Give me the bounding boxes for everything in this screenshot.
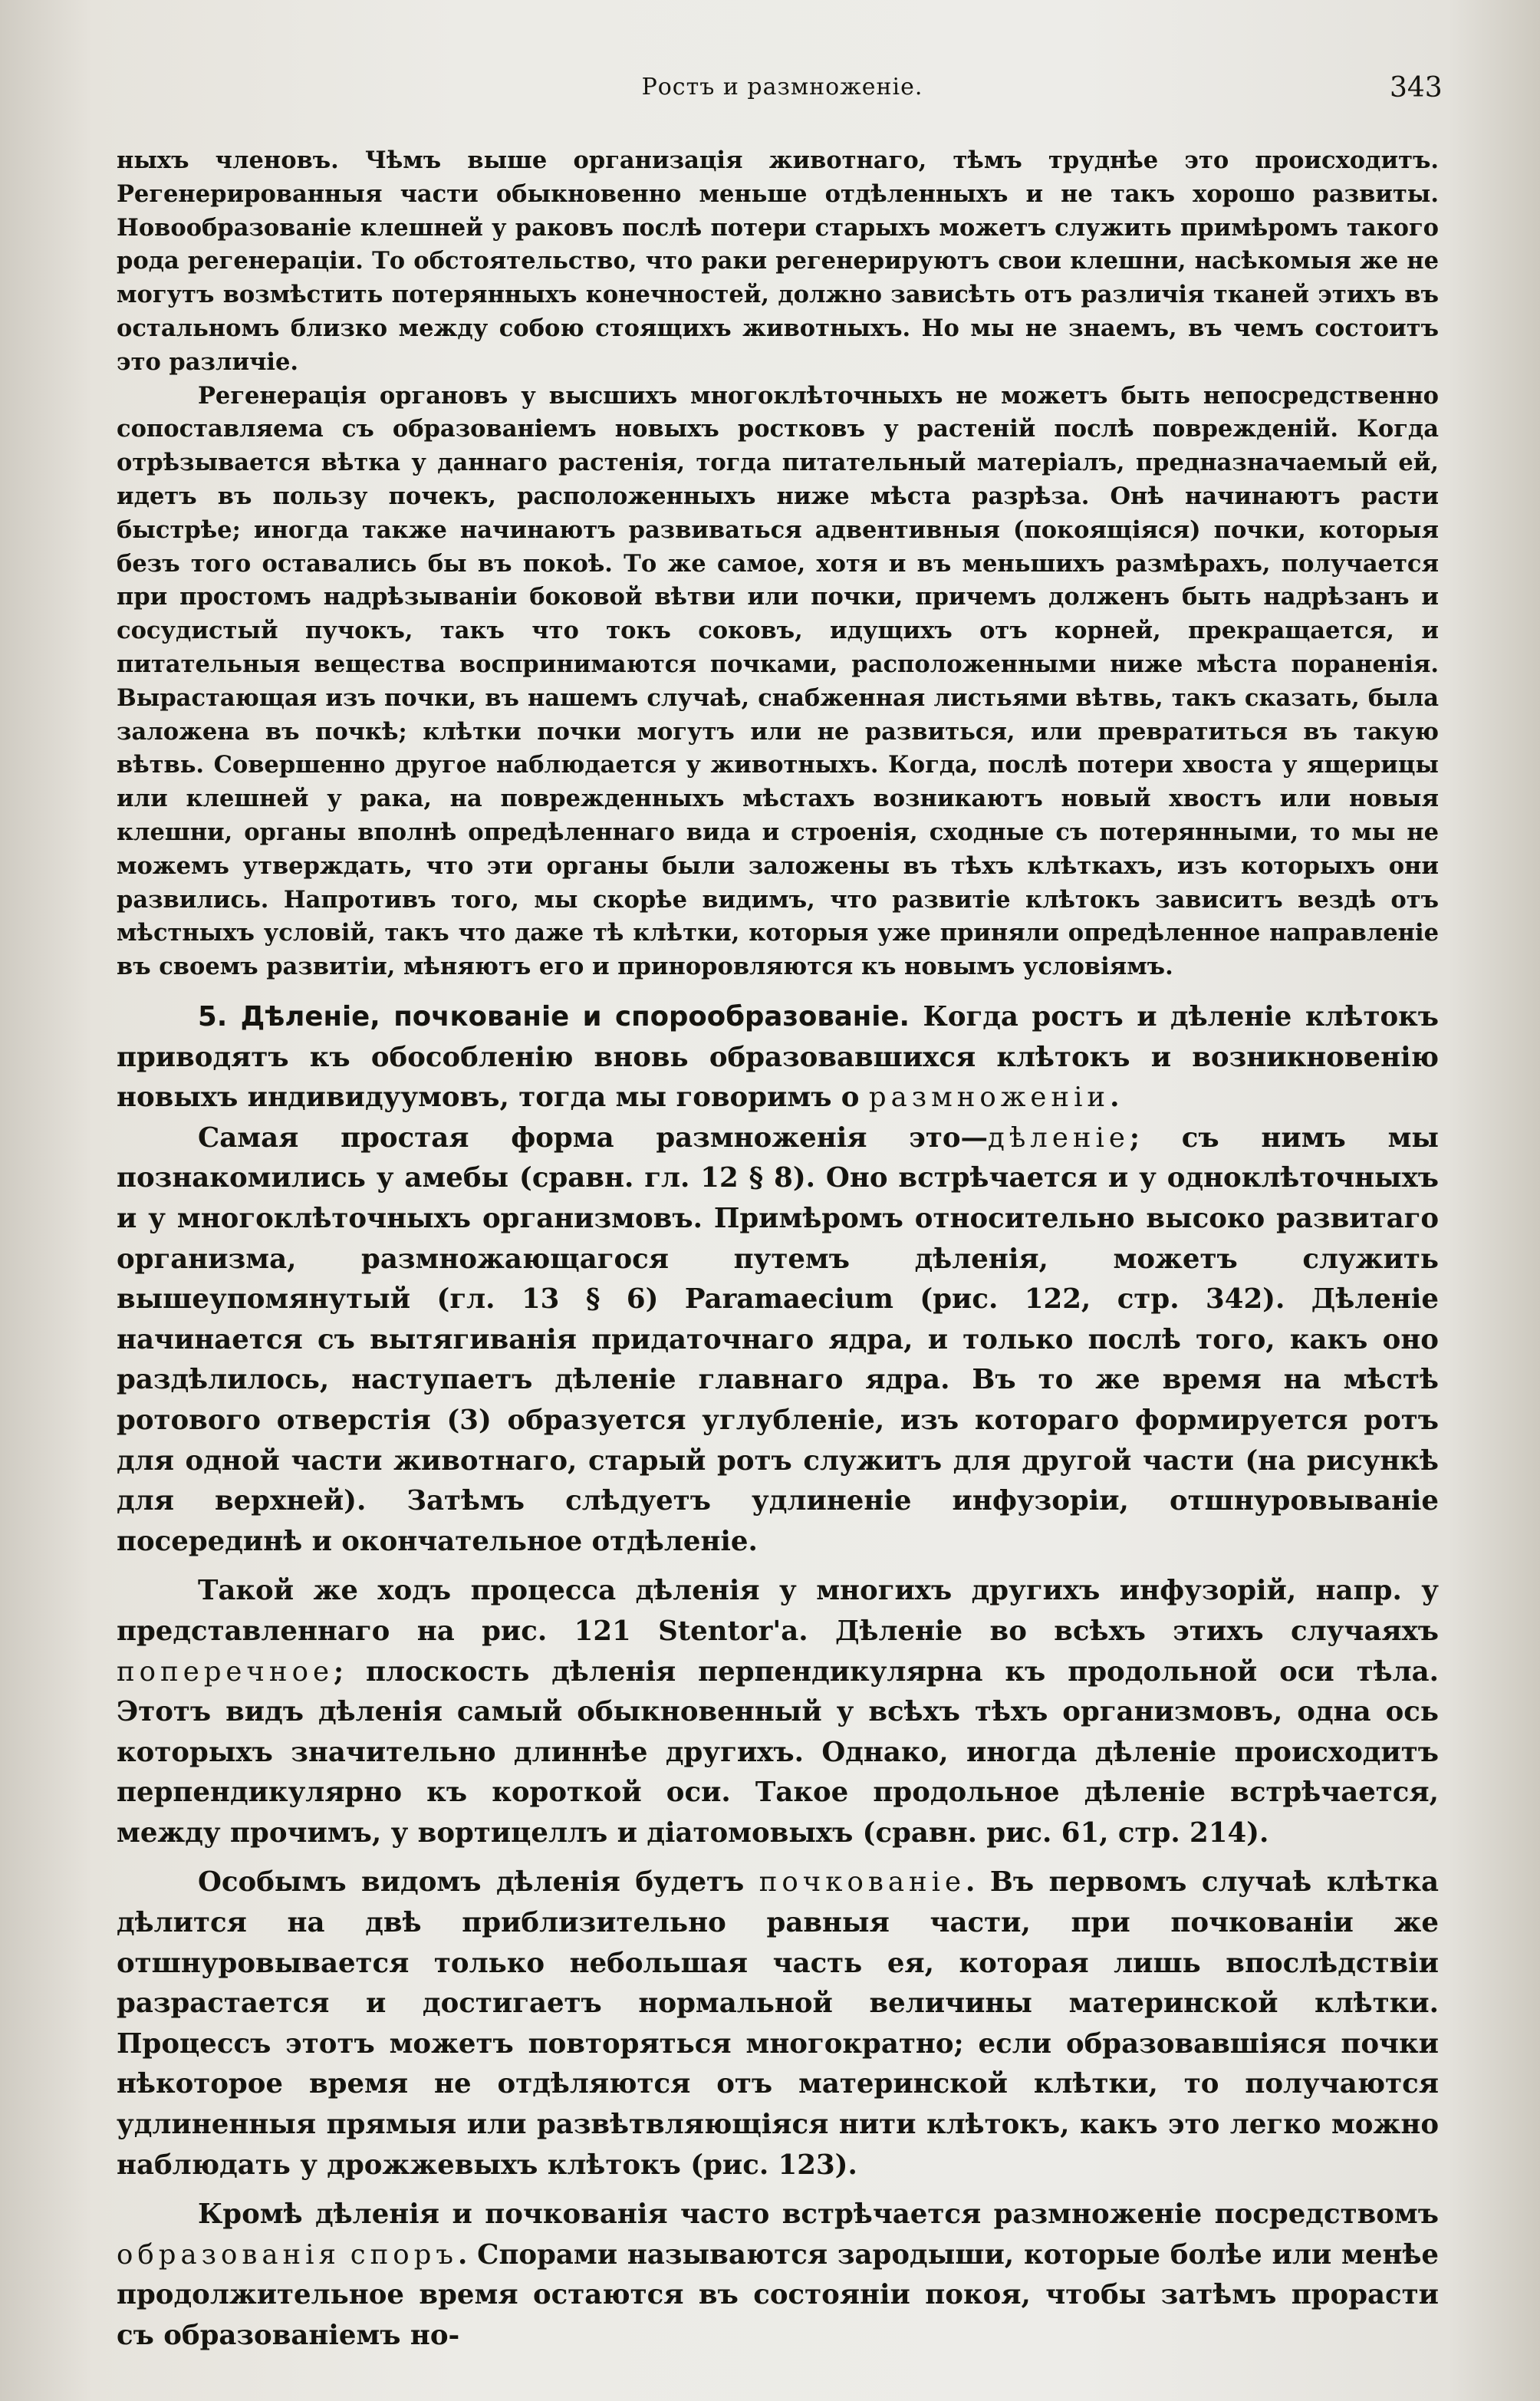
transverse-text-b: ; плоскость дѣленія перпендикулярна къ продольной оси тѣла. Этотъ видъ дѣленія самый обыкновенный у всѣхъ тѣхъ организмовъ, одна ось которыхъ значительно длиннѣе другихъ. Однако, иногда дѣленіе происходитъ перпендикулярно къ короткой оси. Такое продольное дѣленіе встрѣчается, между прочимъ, у вортицеллъ и діатомовыхъ (сравн. рис. 61, стр. 214). xyxy=(117,1655,1439,1849)
main-text-section xyxy=(117,997,1439,2357)
section-intro-end: . xyxy=(1110,1082,1120,1114)
term-budding: почкованіе xyxy=(758,1866,966,1899)
spores-text-a: Кромѣ дѣленія и почкованія часто встрѣчается размноженіе посредствомъ xyxy=(198,2198,1439,2231)
division-text-b: ; съ нимъ мы познакомились у амебы (сравн. гл. 12 § 8). Оно встрѣчается и у одноклѣточныхъ и у многоклѣточныхъ организмовъ. Примѣромъ относительно высоко развитаго организма, размножающагося путемъ дѣленія, можетъ служить вышеупомянутый (гл. 13 § 6) Paramaecium (рис. 122, стр. 342). Дѣленіе начинается съ вытягиванія придаточнаго ядра, и только послѣ того, какъ оно раздѣлилось, наступаетъ дѣленіе главнаго ядра. Въ то же время на мѣстѣ ротового отверстія (3) образуется углубленіе, изъ котораго формируется ротъ для одной части животнаго, старый ротъ служитъ для другой части (на рисункѣ для верхней). Затѣмъ слѣдуетъ удлиненіе инфузоріи, отшнуровываніе посерединѣ и окончательное отдѣленіе. xyxy=(117,1121,1439,1557)
section-heading: 5. Дѣленіе, почкованіе и спорообразованіе. xyxy=(198,1001,910,1033)
small-print-section xyxy=(117,144,1439,984)
term-spore-formation: образованія xyxy=(117,2238,341,2271)
budding-text-b: . Въ первомъ случаѣ клѣтка дѣлится на двѣ приблизительно равныя части, при почкованіи же отшнуровывается только небольшая часть ея, которая лишь впослѣдствіи разрастается и достигаетъ нормальной величины материнской клѣтки. Процессъ этотъ можетъ повторяться многократно; если образовавшіяся почки нѣкоторое время не отдѣляются отъ материнской клѣтки, то получаются удлиненныя прямыя или развѣтвляющіяся нити клѣтокъ, какъ это легко можно наблюдать у дрожжевыхъ клѣтокъ (рис. 123). xyxy=(117,1866,1439,2181)
term-division: дѣленіе xyxy=(988,1121,1130,1154)
spores-text-b: . Спорами называются зародыши, которые болѣе или менѣе продолжительное время остаются въ состояніи покоя, чтобы затѣмъ прорасти съ образованіемъ но- xyxy=(117,2238,1439,2351)
section-5-intro xyxy=(117,997,1439,1118)
budding-text-a: Особымъ видомъ дѣленія будетъ xyxy=(198,1866,745,1899)
paragraph-transverse-division xyxy=(117,1571,1439,1853)
term-spores: споръ xyxy=(350,2238,458,2271)
paragraph-regeneration-plants: Регенерація органовъ у высшихъ многоклѣточныхъ не можетъ быть непосредственно сопоставляема съ образованіемъ новыхъ ростковъ у растеній послѣ поврежденій. Когда отрѣзывается вѣтка у даннаго растенія, тогда питательный матеріалъ, предназначаемый ей, идетъ въ пользу почекъ, расположенныхъ ниже мѣста разрѣза. Онѣ начинаютъ расти быстрѣе; иногда также начинаютъ развиваться адвентивныя (покоящіяся) почки, которыя безъ того оставались бы въ покоѣ. То же самое, хотя и въ меньшихъ размѣрахъ, получается при простомъ надрѣзываніи боковой вѣтви или почки, причемъ долженъ быть надрѣзанъ и сосудистый пучокъ, такъ что токъ соковъ, идущихъ отъ корней, прекращается, и питательныя вещества воспринимаются почками, расположенными ниже мѣста пораненія. Вырастающая изъ почки, въ нашемъ случаѣ, снабженная листьями вѣтвь, такъ сказать, была заложена въ почкѣ; клѣтки почки могутъ или не развиться, или превратиться въ такую вѣтвь. Совершенно другое наблюдается у животныхъ. Когда, послѣ потери хвоста у ящерицы или клешней у рака, на поврежденныхъ мѣстахъ возникаютъ новый хвостъ или новыя клешни, органы вполнѣ опредѣленнаго вида и строенія, сходные съ потерянными, то мы не можемъ утверждать, что эти органы были заложены въ тѣхъ клѣткахъ, изъ которыхъ они развились. Напротивъ того, мы скорѣе видимъ, что развитіе клѣтокъ зависитъ вездѣ отъ мѣстныхъ условій, такъ что даже тѣ клѣтки, которыя уже приняли опредѣленное направленіе въ своемъ развитіи, мѣняютъ его и приноровляются къ новымъ условіямъ. xyxy=(117,381,1439,981)
term-reproduction: размноженіи xyxy=(868,1082,1111,1114)
paragraph-budding xyxy=(117,1863,1439,2185)
division-text-a: Самая простая форма размноженія это— xyxy=(198,1121,989,1154)
section-intro-text: Когда ростъ и дѣленіе клѣтокъ приводятъ къ обособленію вновь образовавшихся клѣтокъ и возникновенію новыхъ индивидуумовъ, тогда мы говоримъ о xyxy=(117,1001,1439,1114)
term-transverse: поперечное xyxy=(117,1655,334,1688)
page-header xyxy=(0,74,1540,107)
running-title: Ростъ и размноженіе. xyxy=(641,74,923,100)
page-number: 343 xyxy=(1390,72,1443,104)
paragraph-regeneration-end: ныхъ членовъ. Чѣмъ выше организація животнаго, тѣмъ труднѣе это происходитъ. Регенерированныя части обыкновенно меньше отдѣленныхъ и не такъ хорошо развиты. Новообразованіе клешней у раковъ послѣ потери старыхъ можетъ служить примѣромъ такого рода регенераціи. То обстоятельство, что раки регенерируютъ свои клешни, насѣкомыя же не могутъ возмѣстить потерянныхъ конечностей, должно зависѣть отъ различія тканей этихъ въ остальномъ близко между собою стоящихъ животныхъ. Но мы не знаемъ, въ чемъ состоитъ это различіе. xyxy=(117,147,1439,376)
paragraph-spores xyxy=(117,2195,1439,2356)
paragraph-division xyxy=(117,1118,1439,1563)
transverse-text-a: Такой же ходъ процесса дѣленія у многихъ другихъ инфузорій, напр. у представленнаго на рис. 121 Stentor'а. Дѣленіе во всѣхъ этихъ случаяхъ xyxy=(117,1575,1439,1647)
